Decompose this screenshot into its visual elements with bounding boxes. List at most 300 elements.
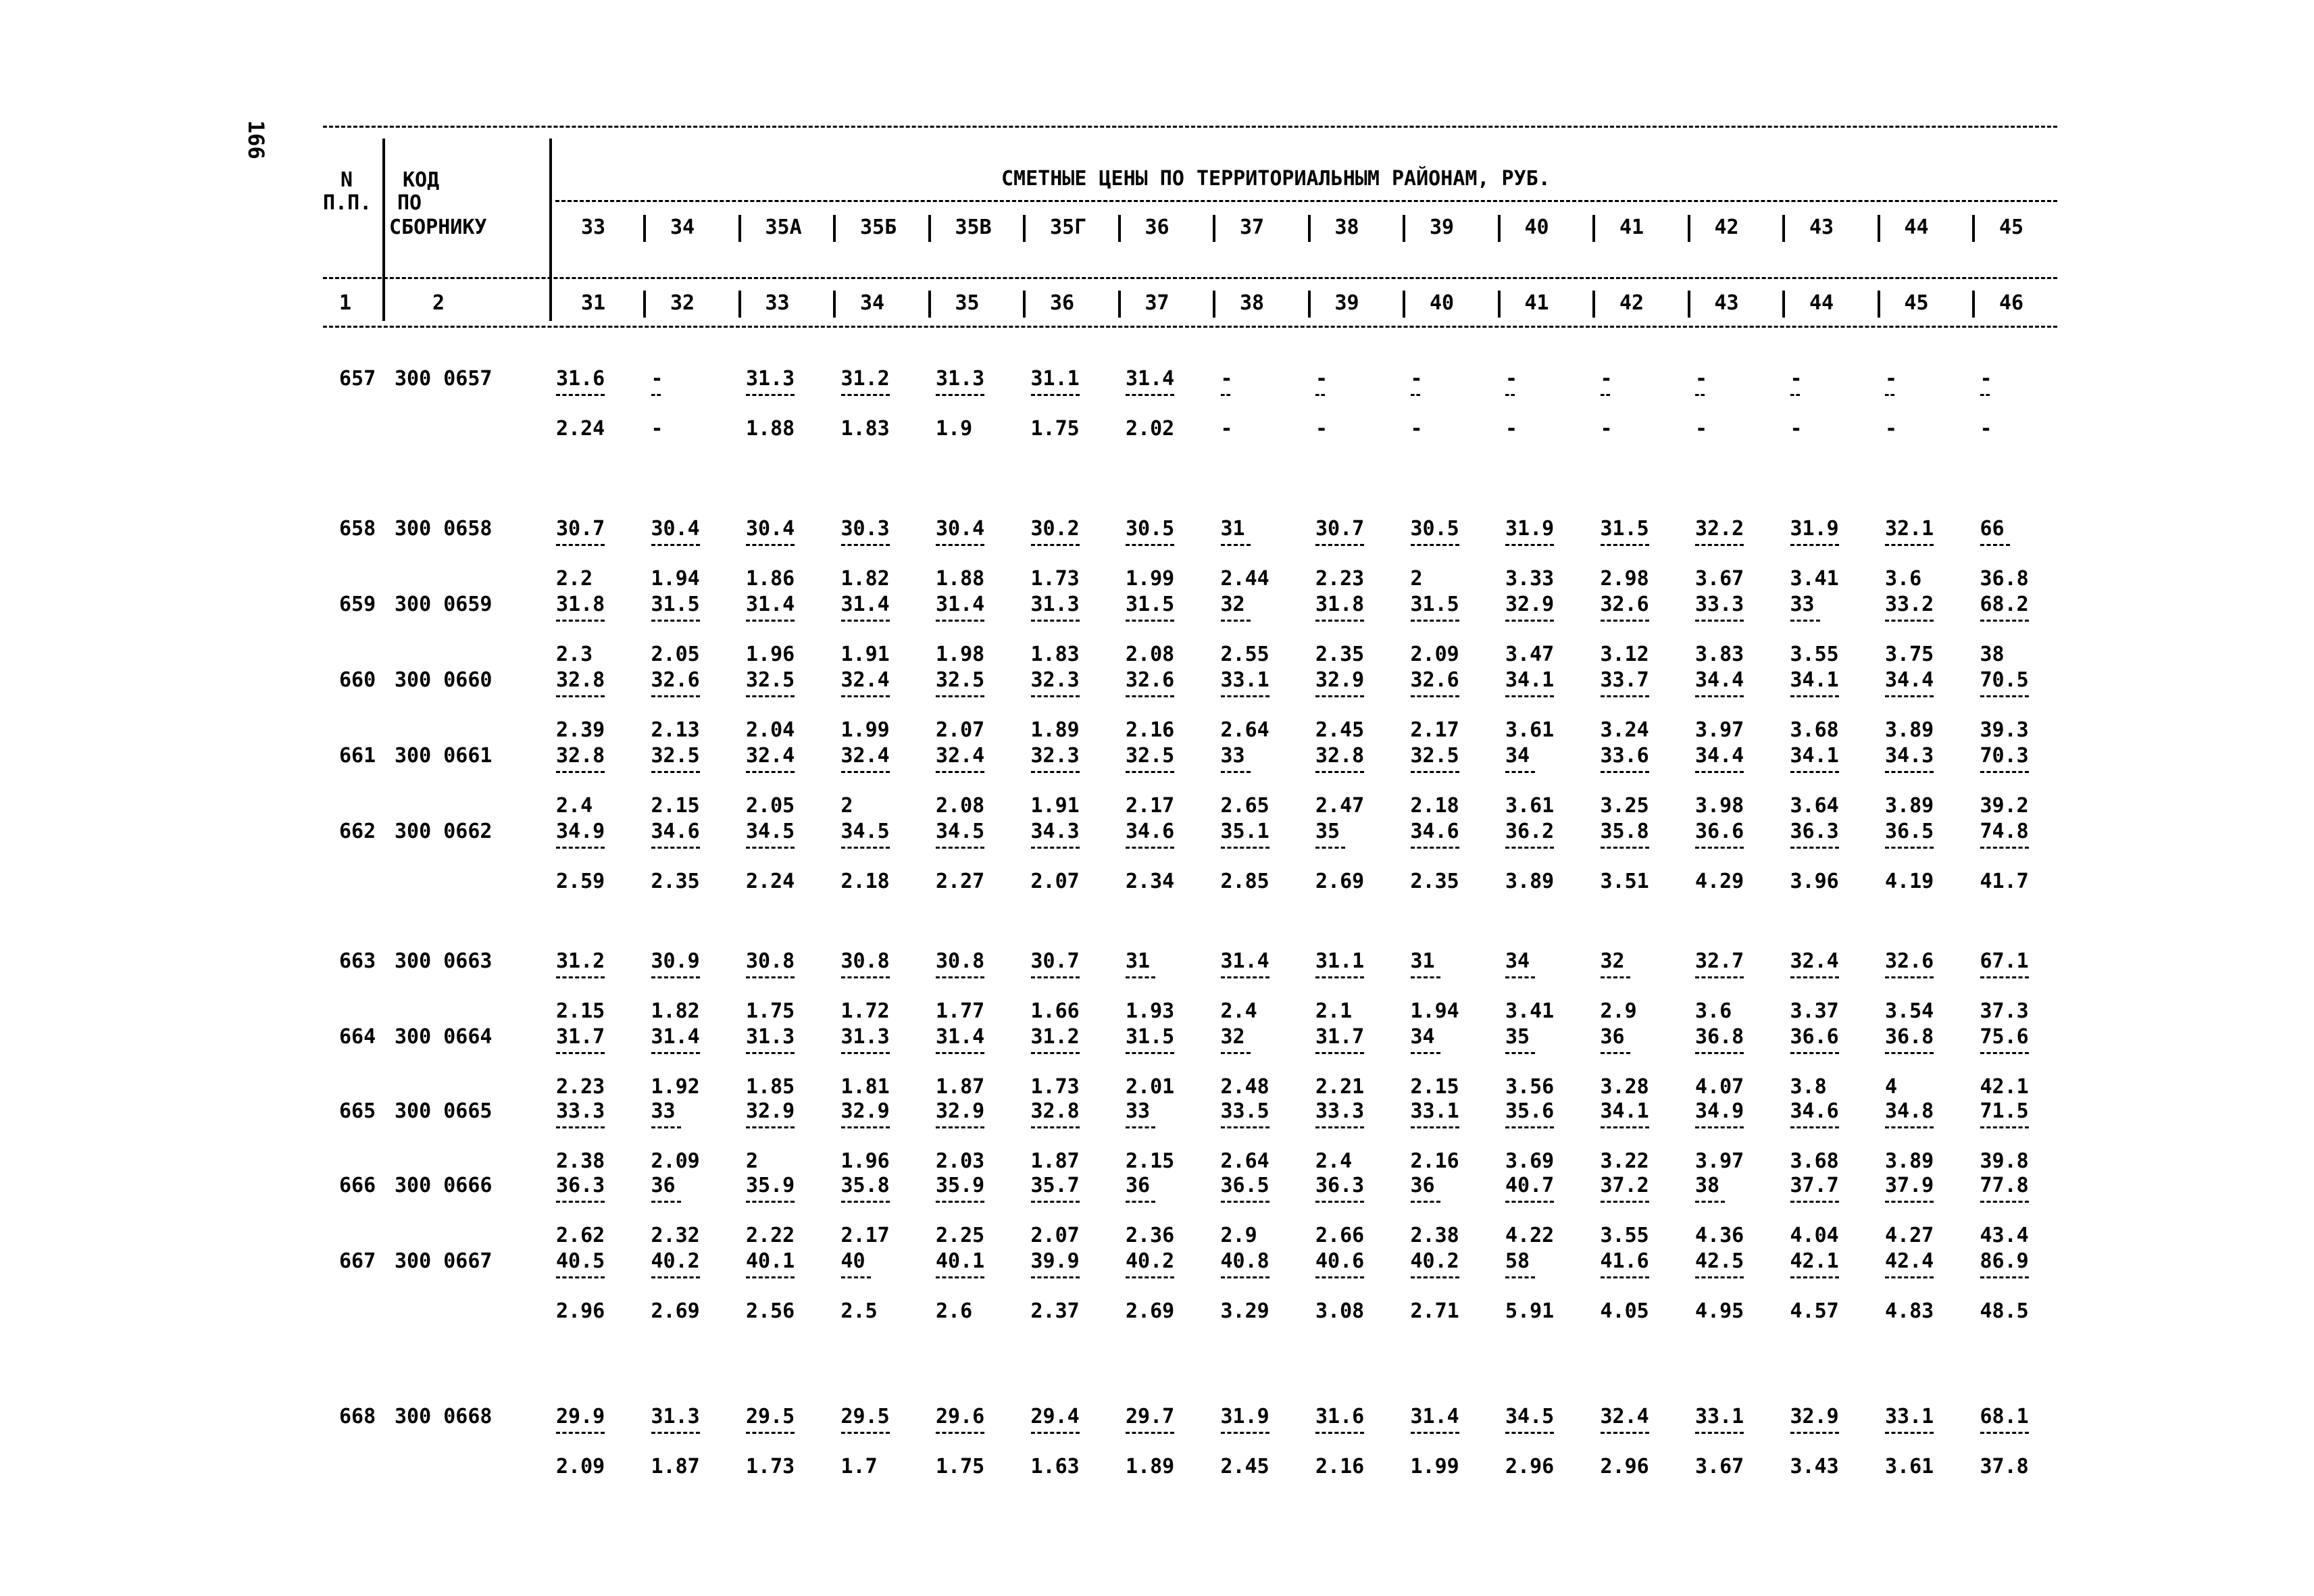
fraction-line bbox=[1031, 847, 1080, 849]
price-value: 1.89 bbox=[1126, 1455, 1175, 1478]
fraction-line bbox=[841, 394, 890, 396]
price-value: 34.1 bbox=[1790, 744, 1839, 768]
fraction-line bbox=[1126, 695, 1174, 697]
price-value: 2.96 bbox=[1600, 1455, 1649, 1478]
price-value: 31.1 bbox=[1315, 949, 1365, 973]
fraction-line bbox=[746, 847, 795, 849]
col-separator bbox=[1118, 291, 1121, 318]
price-value: 2.66 bbox=[1315, 1224, 1365, 1247]
fraction-line bbox=[1790, 1052, 1839, 1054]
price-value: 41.6 bbox=[1600, 1249, 1649, 1273]
col-separator bbox=[1213, 291, 1215, 318]
price-value: 29.7 bbox=[1126, 1405, 1175, 1428]
price-value: 3.98 bbox=[1695, 794, 1744, 818]
fraction-line bbox=[556, 771, 605, 773]
row-number: 664 bbox=[339, 1025, 376, 1049]
fraction-line bbox=[1695, 1201, 1725, 1203]
price-value: - bbox=[1885, 417, 1898, 441]
price-value: 33.1 bbox=[1410, 1099, 1459, 1123]
price-value: 3.37 bbox=[1790, 999, 1839, 1023]
price-value: 2.16 bbox=[1315, 1455, 1365, 1478]
fraction-line bbox=[1885, 847, 1934, 849]
price-value: - bbox=[1885, 367, 1898, 391]
price-value: 30.4 bbox=[936, 517, 985, 541]
fraction-line bbox=[1885, 1201, 1934, 1203]
price-value: 32.6 bbox=[1410, 668, 1459, 692]
price-value: 1.87 bbox=[651, 1455, 700, 1478]
price-value: 32.3 bbox=[1030, 668, 1080, 692]
price-value: 1.81 bbox=[840, 1075, 890, 1099]
col-separator bbox=[738, 291, 741, 318]
fraction-line bbox=[651, 976, 700, 978]
price-value: 32.6 bbox=[1126, 668, 1175, 692]
price-value: 1.93 bbox=[1126, 999, 1175, 1023]
fraction-line bbox=[1980, 847, 2029, 849]
price-value: 2.45 bbox=[1220, 1455, 1269, 1478]
fraction-line bbox=[1790, 1276, 1839, 1278]
fraction-line bbox=[651, 695, 700, 697]
fraction-line bbox=[651, 1126, 681, 1128]
fraction-line bbox=[1126, 394, 1174, 396]
fraction-line bbox=[1885, 771, 1934, 773]
price-value: 29.4 bbox=[1030, 1405, 1080, 1428]
price-value: 2.1 bbox=[1315, 999, 1353, 1023]
price-value: - bbox=[1600, 417, 1613, 441]
price-value: 1.88 bbox=[746, 417, 795, 441]
price-value: 32.7 bbox=[1695, 949, 1744, 973]
price-value: 3.12 bbox=[1600, 643, 1649, 666]
price-value: 35.8 bbox=[840, 1174, 890, 1197]
col-separator bbox=[928, 215, 931, 242]
fraction-line bbox=[1031, 1201, 1080, 1203]
price-value: - bbox=[1695, 417, 1708, 441]
price-value: 2.17 bbox=[1410, 718, 1459, 742]
fraction-line bbox=[1221, 976, 1269, 978]
col-separator bbox=[1592, 291, 1595, 318]
price-value: 32.4 bbox=[1600, 1405, 1649, 1428]
price-value: 2.9 bbox=[1600, 999, 1637, 1023]
price-value: 1.94 bbox=[651, 567, 700, 591]
price-value: 36.5 bbox=[1885, 820, 1934, 843]
fraction-line bbox=[1505, 695, 1554, 697]
district-header: 35А bbox=[765, 216, 802, 239]
fraction-line bbox=[1505, 620, 1554, 622]
col-separator bbox=[1688, 215, 1690, 242]
price-value: 32.4 bbox=[936, 744, 985, 768]
row-code: 300 0657 bbox=[395, 367, 493, 391]
price-value: 30.4 bbox=[651, 517, 700, 541]
price-value: 36 bbox=[1126, 1174, 1151, 1197]
price-value: 2.69 bbox=[1126, 1299, 1175, 1323]
price-value: 32.5 bbox=[1410, 744, 1459, 768]
price-value: 70.5 bbox=[1980, 668, 2029, 692]
price-value: 1.75 bbox=[1030, 417, 1080, 441]
price-value: 34.4 bbox=[1885, 668, 1934, 692]
row-number: 660 bbox=[339, 668, 376, 692]
price-value: 32.5 bbox=[1126, 744, 1175, 768]
fraction-line bbox=[1601, 976, 1630, 978]
col-separator bbox=[1972, 215, 1975, 242]
col-separator bbox=[1023, 291, 1026, 318]
price-value: 31.3 bbox=[1030, 593, 1080, 616]
fraction-line bbox=[1031, 771, 1080, 773]
price-value: 32.9 bbox=[746, 1099, 795, 1123]
price-value: 33.3 bbox=[1315, 1099, 1365, 1123]
price-value: 2.23 bbox=[1315, 567, 1365, 591]
price-value: 3.08 bbox=[1315, 1299, 1365, 1323]
price-value: 3.96 bbox=[1790, 870, 1839, 893]
fraction-line bbox=[841, 771, 890, 773]
price-value: - bbox=[651, 417, 663, 441]
price-value: 32 bbox=[1220, 593, 1245, 616]
price-value: 40.2 bbox=[1410, 1249, 1459, 1273]
district-header: 40 bbox=[1524, 216, 1549, 239]
price-value: 3.55 bbox=[1600, 1224, 1649, 1247]
price-value: 2.09 bbox=[1410, 643, 1459, 666]
page-number: 166 bbox=[243, 120, 269, 159]
fraction-line bbox=[1221, 1052, 1251, 1054]
fraction-line bbox=[556, 847, 605, 849]
row-code: 300 0661 bbox=[395, 744, 493, 768]
fraction-line bbox=[1221, 1276, 1269, 1278]
price-value: 31.4 bbox=[936, 1025, 985, 1049]
district-header: 33 bbox=[581, 216, 606, 239]
price-value: 31.2 bbox=[1030, 1025, 1080, 1049]
price-value: 2.01 bbox=[1126, 1075, 1175, 1099]
fraction-line bbox=[746, 620, 795, 622]
price-value: 34.5 bbox=[840, 820, 890, 843]
price-value: 2.64 bbox=[1220, 718, 1269, 742]
price-value: - bbox=[1410, 417, 1423, 441]
col-number: 36 bbox=[1050, 291, 1075, 315]
price-value: 3.97 bbox=[1695, 718, 1744, 742]
fraction-line bbox=[936, 771, 984, 773]
price-value: 37.3 bbox=[1980, 999, 2029, 1023]
price-value: 32 bbox=[1600, 949, 1625, 973]
fraction-line bbox=[1221, 1126, 1269, 1128]
col-separator bbox=[1118, 215, 1121, 242]
fraction-line bbox=[1601, 1126, 1649, 1128]
fraction-line bbox=[746, 1052, 795, 1054]
fraction-line bbox=[556, 1126, 605, 1128]
price-value: 33 bbox=[1126, 1099, 1151, 1123]
price-value: 30.9 bbox=[651, 949, 700, 973]
price-value: 4.07 bbox=[1695, 1075, 1744, 1099]
fraction-line bbox=[1601, 847, 1649, 849]
price-value: 3.51 bbox=[1600, 870, 1649, 893]
price-value: 3.67 bbox=[1695, 1455, 1744, 1478]
header-code-label: СБОРНИКУ bbox=[389, 216, 487, 239]
row-code: 300 0659 bbox=[395, 593, 493, 616]
price-value: 32.8 bbox=[556, 668, 605, 692]
header-rule bbox=[323, 277, 2057, 279]
price-value: 2.35 bbox=[1410, 870, 1459, 893]
price-value: 1.66 bbox=[1030, 999, 1080, 1023]
fraction-line bbox=[1505, 1276, 1535, 1278]
price-value: 36.6 bbox=[1790, 1025, 1839, 1049]
price-value: 31.4 bbox=[1220, 949, 1269, 973]
fraction-line bbox=[1601, 771, 1649, 773]
header-pp-label: П.П. bbox=[323, 191, 372, 215]
price-value: 29.5 bbox=[840, 1405, 890, 1428]
fraction-line bbox=[1315, 695, 1364, 697]
price-value: 29.5 bbox=[746, 1405, 795, 1428]
col-separator bbox=[643, 215, 646, 242]
fraction-line bbox=[1411, 847, 1459, 849]
price-value: 2.44 bbox=[1220, 567, 1269, 591]
col-number: 46 bbox=[1999, 291, 2024, 315]
price-value: 3.89 bbox=[1885, 718, 1934, 742]
price-value: 4.04 bbox=[1790, 1224, 1839, 1247]
fraction-line bbox=[1980, 695, 2029, 697]
price-value: 33.7 bbox=[1600, 668, 1649, 692]
fraction-line bbox=[1031, 544, 1080, 546]
row-number: 663 bbox=[339, 949, 376, 973]
fraction-line bbox=[1411, 771, 1459, 773]
price-value: - bbox=[1315, 417, 1328, 441]
price-value: 30.5 bbox=[1126, 517, 1175, 541]
price-value: 33.6 bbox=[1600, 744, 1649, 768]
price-value: 31 bbox=[1410, 949, 1435, 973]
col-separator bbox=[549, 139, 552, 321]
price-value: 2.35 bbox=[1315, 643, 1365, 666]
price-value: 34.6 bbox=[651, 820, 700, 843]
row-code: 300 0666 bbox=[395, 1174, 493, 1197]
col-separator bbox=[1308, 215, 1311, 242]
fraction-line bbox=[1126, 1126, 1155, 1128]
price-value: 31.5 bbox=[1600, 517, 1649, 541]
fraction-line bbox=[1221, 1201, 1269, 1203]
price-value: 37.7 bbox=[1790, 1174, 1839, 1197]
price-value: 2.07 bbox=[1030, 870, 1080, 893]
col-number: 41 bbox=[1524, 291, 1549, 315]
fraction-line bbox=[1315, 1126, 1364, 1128]
fraction-line bbox=[1695, 620, 1744, 622]
fraction-line bbox=[651, 394, 661, 396]
fraction-line bbox=[1885, 620, 1934, 622]
price-value: 31.5 bbox=[1126, 1025, 1175, 1049]
price-value: 31.3 bbox=[936, 367, 985, 391]
price-value: 2.69 bbox=[1315, 870, 1365, 893]
fraction-line bbox=[1790, 771, 1839, 773]
price-value: 3.61 bbox=[1505, 794, 1555, 818]
fraction-line bbox=[936, 1276, 984, 1278]
fraction-line bbox=[841, 976, 890, 978]
price-value: 40 bbox=[840, 1249, 865, 1273]
fraction-line bbox=[1031, 976, 1080, 978]
price-value: 36.3 bbox=[1315, 1174, 1365, 1197]
price-value: 2.08 bbox=[1126, 643, 1175, 666]
row-number: 659 bbox=[339, 593, 376, 616]
price-value: 32 bbox=[1220, 1025, 1245, 1049]
price-value: 1.9 bbox=[936, 417, 973, 441]
fraction-line bbox=[1411, 1126, 1459, 1128]
fraction-line bbox=[1505, 544, 1554, 546]
price-value: 36.3 bbox=[1790, 820, 1839, 843]
price-value: 34.9 bbox=[556, 820, 605, 843]
price-value: 34 bbox=[1505, 949, 1530, 973]
price-value: 34.5 bbox=[1505, 1405, 1555, 1428]
price-value: 32.5 bbox=[651, 744, 700, 768]
fraction-line bbox=[1601, 1052, 1630, 1054]
price-value: 33.2 bbox=[1885, 593, 1934, 616]
col-separator bbox=[1592, 215, 1595, 242]
fraction-line bbox=[1221, 695, 1269, 697]
price-value: 34.1 bbox=[1505, 668, 1555, 692]
col-number: 34 bbox=[860, 291, 885, 315]
col-number: 43 bbox=[1714, 291, 1739, 315]
fraction-line bbox=[1790, 394, 1800, 396]
price-value: 33.1 bbox=[1220, 668, 1269, 692]
price-value: 2.48 bbox=[1220, 1075, 1269, 1099]
col-separator bbox=[1688, 291, 1690, 318]
price-value: 4.36 bbox=[1695, 1224, 1744, 1247]
price-value: 34 bbox=[1505, 744, 1530, 768]
col-separator bbox=[1972, 291, 1975, 318]
price-value: 68.1 bbox=[1980, 1405, 2029, 1428]
price-value: 30.7 bbox=[556, 517, 605, 541]
fraction-line bbox=[1031, 1276, 1080, 1278]
price-value: 32.8 bbox=[556, 744, 605, 768]
fraction-line bbox=[1980, 1276, 2029, 1278]
price-value: 31.3 bbox=[840, 1025, 890, 1049]
price-value: 58 bbox=[1505, 1249, 1530, 1273]
price-value: 3.25 bbox=[1600, 794, 1649, 818]
fraction-line bbox=[746, 1126, 795, 1128]
district-header: 43 bbox=[1809, 216, 1834, 239]
price-value: 68.2 bbox=[1980, 593, 2029, 616]
fraction-line bbox=[651, 1201, 681, 1203]
district-header: 45 bbox=[1999, 216, 2024, 239]
price-value: 29.9 bbox=[556, 1405, 605, 1428]
price-value: 31.9 bbox=[1790, 517, 1839, 541]
price-value: 34.5 bbox=[746, 820, 795, 843]
price-value: 40.1 bbox=[746, 1249, 795, 1273]
price-value: - bbox=[1220, 417, 1233, 441]
price-value: 31.6 bbox=[556, 367, 605, 391]
fraction-line bbox=[1505, 1432, 1554, 1434]
price-value: 2.18 bbox=[1410, 794, 1459, 818]
fraction-line bbox=[1031, 1052, 1080, 1054]
row-number: 662 bbox=[339, 820, 376, 843]
price-value: 35.7 bbox=[1030, 1174, 1080, 1197]
price-value: 42.4 bbox=[1885, 1249, 1934, 1273]
district-header: 35В bbox=[955, 216, 992, 239]
district-header: 42 bbox=[1714, 216, 1739, 239]
price-value: 30.8 bbox=[840, 949, 890, 973]
fraction-line bbox=[746, 695, 795, 697]
price-value: 32.5 bbox=[936, 668, 985, 692]
price-value: 2.96 bbox=[556, 1299, 605, 1323]
fraction-line bbox=[1126, 771, 1174, 773]
price-value: 32.9 bbox=[936, 1099, 985, 1123]
row-code: 300 0660 bbox=[395, 668, 493, 692]
col-separator bbox=[833, 215, 836, 242]
row-code: 300 0668 bbox=[395, 1405, 493, 1428]
fraction-line bbox=[936, 1201, 984, 1203]
fraction-line bbox=[1126, 847, 1174, 849]
price-value: 2.21 bbox=[1315, 1075, 1365, 1099]
fraction-line bbox=[1980, 1432, 2029, 1434]
fraction-line bbox=[1695, 695, 1744, 697]
fraction-line bbox=[1885, 1276, 1934, 1278]
price-value: 33.5 bbox=[1220, 1099, 1269, 1123]
fraction-line bbox=[1601, 620, 1649, 622]
district-header: 35Г bbox=[1050, 216, 1087, 239]
price-value: 3.83 bbox=[1695, 643, 1744, 666]
price-value: 2.65 bbox=[1220, 794, 1269, 818]
fraction-line bbox=[1790, 1432, 1839, 1434]
header-rule bbox=[323, 326, 2057, 328]
price-value: 32.9 bbox=[840, 1099, 890, 1123]
district-header: 34 bbox=[670, 216, 695, 239]
price-value: 34.1 bbox=[1790, 668, 1839, 692]
price-value: 32.6 bbox=[1600, 593, 1649, 616]
price-value: 30.8 bbox=[936, 949, 985, 973]
fraction-line bbox=[1695, 544, 1744, 546]
price-value: - bbox=[1980, 367, 1992, 391]
fraction-line bbox=[936, 1052, 984, 1054]
fraction-line bbox=[1031, 1432, 1080, 1434]
price-value: 2.39 bbox=[556, 718, 605, 742]
price-value: 36 bbox=[1410, 1174, 1435, 1197]
price-value: - bbox=[1980, 417, 1992, 441]
price-value: 2.38 bbox=[556, 1149, 605, 1173]
fraction-line bbox=[1695, 1432, 1744, 1434]
fraction-line bbox=[1411, 1052, 1440, 1054]
price-value: 31.3 bbox=[651, 1405, 700, 1428]
row-code: 300 0663 bbox=[395, 949, 493, 973]
price-value: 3.41 bbox=[1505, 999, 1555, 1023]
fraction-line bbox=[1695, 847, 1744, 849]
fraction-line bbox=[1980, 620, 2029, 622]
fraction-line bbox=[841, 620, 890, 622]
price-value: 2.85 bbox=[1220, 870, 1269, 893]
price-value: 36.8 bbox=[1885, 1025, 1934, 1049]
price-value: - bbox=[1315, 367, 1328, 391]
fraction-line bbox=[1601, 1432, 1649, 1434]
price-value: 4.95 bbox=[1695, 1299, 1744, 1323]
price-value: 31 bbox=[1220, 517, 1245, 541]
price-value: 30.2 bbox=[1030, 517, 1080, 541]
price-value: 1.77 bbox=[936, 999, 985, 1023]
price-value: 42.1 bbox=[1790, 1249, 1839, 1273]
price-value: 3.47 bbox=[1505, 643, 1555, 666]
price-value: 2.04 bbox=[746, 718, 795, 742]
price-value: 1.87 bbox=[936, 1075, 985, 1099]
price-value: 30.5 bbox=[1410, 517, 1459, 541]
district-header: 41 bbox=[1619, 216, 1644, 239]
fraction-line bbox=[1885, 695, 1934, 697]
price-value: 2.24 bbox=[746, 870, 795, 893]
price-value: 2.96 bbox=[1505, 1455, 1555, 1478]
header-rule bbox=[555, 200, 2057, 202]
price-value: 4.27 bbox=[1885, 1224, 1934, 1247]
price-value: 31.4 bbox=[840, 593, 890, 616]
price-value: 32.3 bbox=[1030, 744, 1080, 768]
fraction-line bbox=[1601, 394, 1610, 396]
price-value: 3.89 bbox=[1885, 1149, 1934, 1173]
fraction-line bbox=[1031, 1126, 1080, 1128]
fraction-line bbox=[1601, 1276, 1649, 1278]
fraction-line bbox=[1885, 1126, 1934, 1128]
price-value: 1.99 bbox=[1126, 567, 1175, 591]
price-value: 3.61 bbox=[1505, 718, 1555, 742]
row-number: 668 bbox=[339, 1405, 376, 1428]
price-value: 34.4 bbox=[1695, 744, 1744, 768]
fraction-line bbox=[556, 1276, 605, 1278]
price-value: 41.7 bbox=[1980, 870, 2029, 893]
